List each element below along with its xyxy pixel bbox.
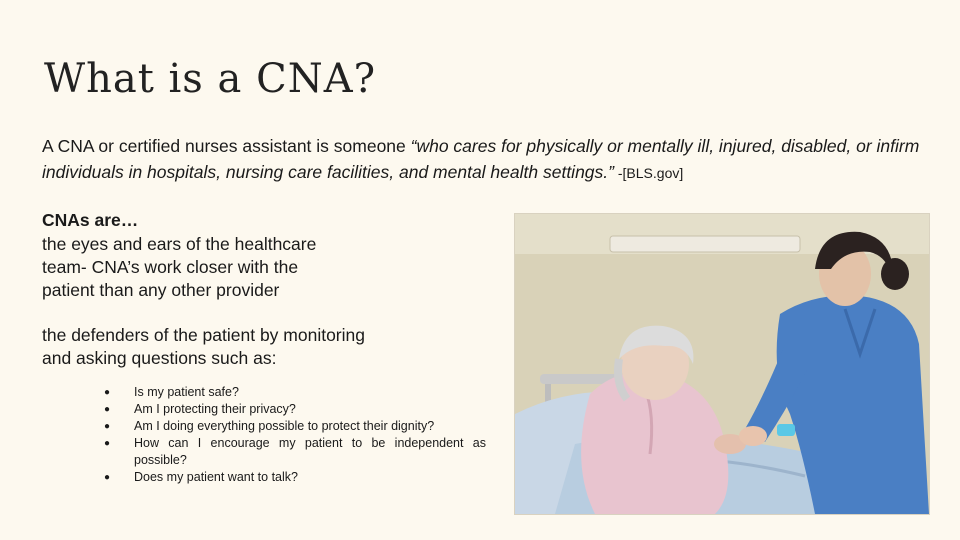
paragraph-defenders: the defenders of the patient by monitoring and asking questions such as: xyxy=(42,325,365,368)
section-heading: CNAs are… xyxy=(42,210,139,230)
list-item: ● Am I doing everything possible to protect their dignity? xyxy=(104,418,486,435)
nurse-patient-photo xyxy=(514,213,930,515)
question-list xyxy=(104,384,486,486)
intro-quote: “who cares for physically or mentally ill, injured, disabled, or infirm individuals in hospitals, nursing care facilities, and mental health settings.” xyxy=(42,136,920,182)
slide-title: What is a CNA? xyxy=(44,56,377,102)
list-item: ● Does my patient want to talk? xyxy=(104,469,486,486)
list-item: ● How can I encourage my patient to be independent as possible? xyxy=(104,435,486,469)
intro-source: -[BLS.gov] xyxy=(613,165,684,181)
intro-lead: A CNA or certified nurses assistant is someone xyxy=(42,136,411,156)
list-item: ● Is my patient safe? xyxy=(104,384,486,401)
paragraph-eyes-and-ears: the eyes and ears of the healthcare team- CNA’s work closer with the patient than any other provider xyxy=(42,234,317,300)
intro-paragraph xyxy=(42,133,922,186)
list-item: ● Am I protecting their privacy? xyxy=(104,401,486,418)
photo-illustration xyxy=(515,214,929,514)
